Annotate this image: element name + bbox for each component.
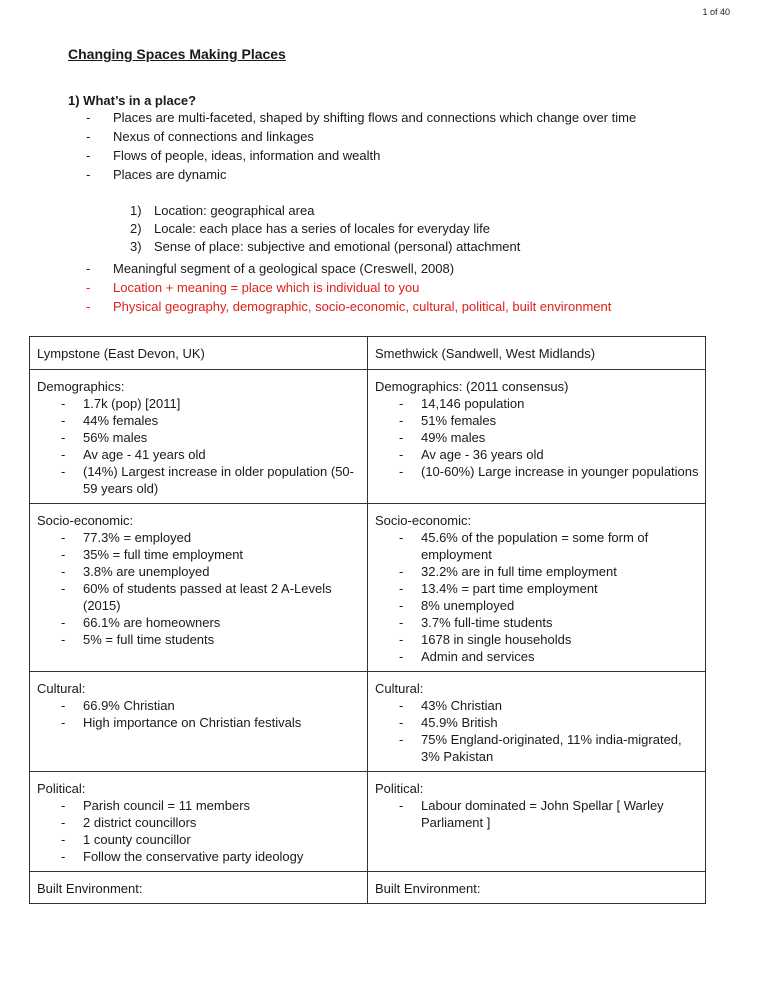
cell-label: Built Environment: xyxy=(375,881,481,896)
cell-list xyxy=(375,395,699,480)
cell-label: Cultural: xyxy=(375,681,424,696)
lympstone-political-cell xyxy=(30,772,368,872)
list-item: - 2 district councillors xyxy=(37,814,361,831)
list-item: - 8% unemployed xyxy=(375,597,699,614)
item-text: Location: geographical area xyxy=(154,203,315,218)
list-item: - 44% females xyxy=(37,412,361,429)
list-item-highlight: - Location + meaning = place which is individual to you xyxy=(86,278,726,297)
item-text: Sense of place: subjective and emotional (personal) attachment xyxy=(154,239,521,254)
list-item: - 45.6% of the population = some form of employment xyxy=(375,529,699,563)
cell-label: Demographics: (2011 consensus) xyxy=(375,379,569,394)
numbered-list xyxy=(130,202,520,256)
list-item: - 1678 in single households xyxy=(375,631,699,648)
table-row xyxy=(30,872,706,904)
list-item: - Meaningful segment of a geological space (Creswell, 2008) xyxy=(86,259,726,278)
list-item: - Nexus of connections and linkages xyxy=(86,127,726,146)
smethwick-socio-economic-cell xyxy=(368,504,706,672)
lympstone-built-environment-cell xyxy=(30,872,368,904)
place-bullet-list xyxy=(86,259,726,316)
document-title: Changing Spaces Making Places xyxy=(68,46,286,62)
cell-label: Political: xyxy=(375,781,424,796)
comparison-table xyxy=(29,336,706,904)
cell-list xyxy=(37,529,361,648)
list-item: - 1 county councillor xyxy=(37,831,361,848)
page-number: 1 of 40 xyxy=(702,7,730,17)
list-item: - Admin and services xyxy=(375,648,699,665)
list-item: - (14%) Largest increase in older population (50-59 years old) xyxy=(37,463,361,497)
table-row xyxy=(30,672,706,772)
cell-list xyxy=(375,529,699,665)
table-row xyxy=(30,772,706,872)
cell-label: Cultural: xyxy=(37,681,86,696)
list-item: - 77.3% = employed xyxy=(37,529,361,546)
list-item: - 66.9% Christian xyxy=(37,697,361,714)
list-item: - Places are dynamic xyxy=(86,165,726,184)
lympstone-cultural-cell xyxy=(30,672,368,772)
list-item: - 45.9% British xyxy=(375,714,699,731)
item-number: 2) xyxy=(130,221,142,236)
cell-list xyxy=(37,797,361,865)
lympstone-socio-economic-cell xyxy=(30,504,368,672)
list-item: - 3.8% are unemployed xyxy=(37,563,361,580)
smethwick-political-cell xyxy=(368,772,706,872)
list-item: - 60% of students passed at least 2 A-Levels (2015) xyxy=(37,580,361,614)
cell-list xyxy=(375,697,699,765)
list-item: - 13.4% = part time employment xyxy=(375,580,699,597)
list-item: - 51% females xyxy=(375,412,699,429)
smethwick-demographics-cell xyxy=(368,370,706,504)
cell-label: Built Environment: xyxy=(37,881,143,896)
smethwick-header: Smethwick (Sandwell, West Midlands) xyxy=(368,337,706,370)
table-row xyxy=(30,504,706,672)
section-heading: 1) What’s in a place? xyxy=(68,93,197,108)
cell-list xyxy=(375,797,699,831)
list-item: - 66.1% are homeowners xyxy=(37,614,361,631)
list-item: - Av age - 36 years old xyxy=(375,446,699,463)
lympstone-demographics-cell xyxy=(30,370,368,504)
list-item: - 14,146 population xyxy=(375,395,699,412)
numbered-item xyxy=(130,220,520,238)
list-item-highlight: - Physical geography, demographic, socio-economic, cultural, political, built environment xyxy=(86,297,726,316)
list-item: - 56% males xyxy=(37,429,361,446)
smethwick-built-environment-cell xyxy=(368,872,706,904)
numbered-item xyxy=(130,202,520,220)
list-item: - 35% = full time employment xyxy=(37,546,361,563)
lympstone-header: Lympstone (East Devon, UK) xyxy=(30,337,368,370)
list-item: - Follow the conservative party ideology xyxy=(37,848,361,865)
list-item: - Parish council = 11 members xyxy=(37,797,361,814)
table-header-row xyxy=(30,337,706,370)
item-number: 1) xyxy=(130,203,142,218)
cell-label: Demographics: xyxy=(37,379,125,394)
list-item: - (10-60%) Large increase in younger populations xyxy=(375,463,699,480)
table-row xyxy=(30,370,706,504)
cell-label: Political: xyxy=(37,781,86,796)
list-item: - Places are multi-faceted, shaped by shifting flows and connections which change over time xyxy=(86,108,726,127)
list-item: - 75% England-originated, 11% india-migrated, 3% Pakistan xyxy=(375,731,699,765)
numbered-item xyxy=(130,238,520,256)
list-item: - 43% Christian xyxy=(375,697,699,714)
list-item: - 1.7k (pop) [2011] xyxy=(37,395,361,412)
cell-label: Socio-economic: xyxy=(375,513,472,528)
item-text: Locale: each place has a series of locales for everyday life xyxy=(154,221,491,236)
list-item: - 5% = full time students xyxy=(37,631,361,648)
list-item: - Labour dominated = John Spellar [ Warley Parliament ] xyxy=(375,797,699,831)
list-item: - Flows of people, ideas, information and wealth xyxy=(86,146,726,165)
smethwick-cultural-cell xyxy=(368,672,706,772)
item-number: 3) xyxy=(130,239,142,254)
list-item: - Av age - 41 years old xyxy=(37,446,361,463)
list-item: - 3.7% full-time students xyxy=(375,614,699,631)
intro-bullet-list xyxy=(86,108,726,184)
list-item: - High importance on Christian festivals xyxy=(37,714,361,731)
list-item: - 32.2% are in full time employment xyxy=(375,563,699,580)
cell-label: Socio-economic: xyxy=(37,513,134,528)
cell-list xyxy=(37,697,361,731)
list-item: - 49% males xyxy=(375,429,699,446)
cell-list xyxy=(37,395,361,497)
